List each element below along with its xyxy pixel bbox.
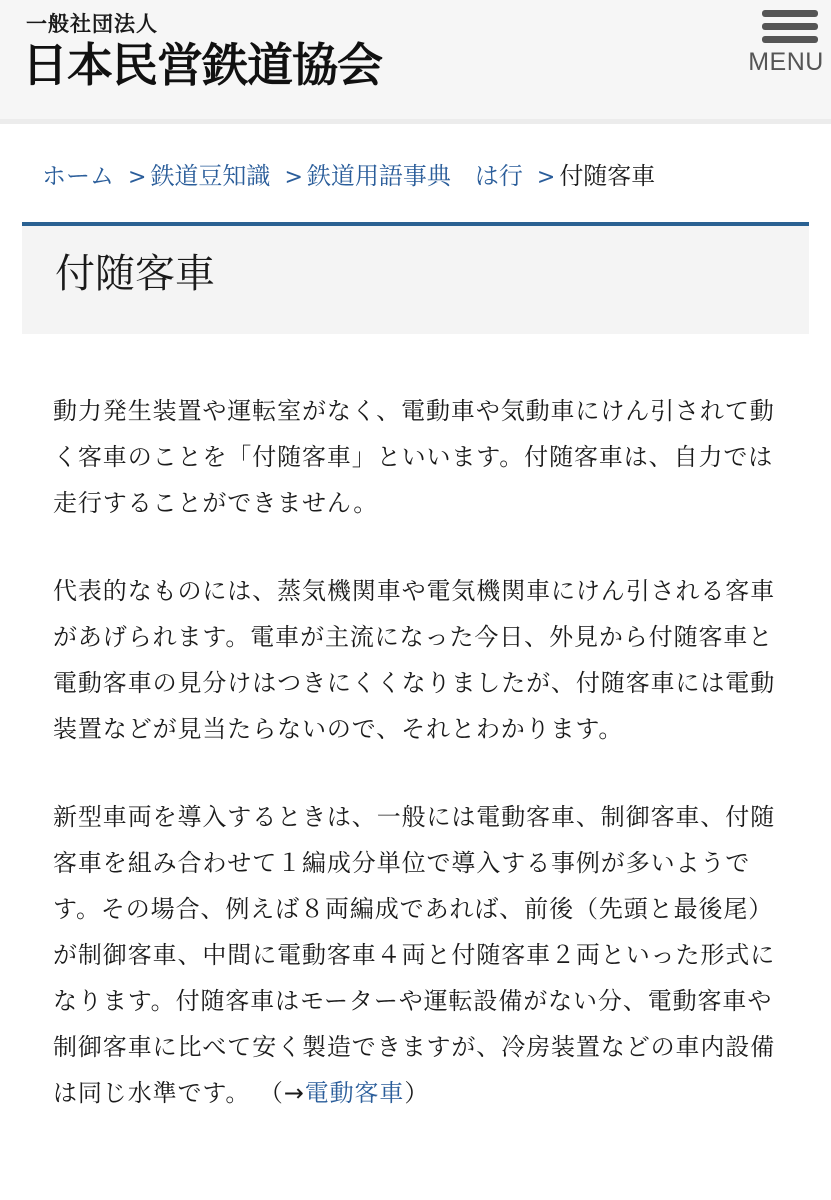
- breadcrumb-home-link[interactable]: ホーム: [42, 162, 114, 190]
- chevron-right-icon: >: [128, 165, 147, 190]
- hamburger-icon: [762, 10, 808, 44]
- page-title: 付随客車: [55, 251, 215, 297]
- article-body: [53, 388, 783, 1158]
- ref-open: （→: [258, 1079, 305, 1107]
- paragraph-1: 動力発生装置や運転室がなく、電動車や気動車にけん引されて動く客車のことを「付随客車」といいます。付随客車は、自力では走行することができません。: [53, 397, 775, 517]
- menu-button[interactable]: [735, 6, 831, 86]
- menu-label: MENU: [748, 48, 824, 76]
- breadcrumb: [42, 158, 655, 196]
- breadcrumb-current: 付随客車: [559, 162, 656, 190]
- org-type-label: 一般社団法人: [26, 12, 158, 36]
- breadcrumb-ha-row-link[interactable]: は行: [474, 162, 523, 190]
- paragraph-3-text: 新型車両を導入するときは、一般には電動客車、制御客車、付随客車を組み合わせて１編成分単位で導入する事例が多いようです。その場合、例えば８両編成であれば、前後（先頭と最後尾）が制御客車、中間に電動客車４両と付随客車２両といった形式になります。付随客車はモーターや運転設備がない分、電動客車や制御客車に比べて安く製造できますが、冷房装置などの車内設備は同じ水準です。: [53, 803, 776, 1107]
- breadcrumb-trivia-link[interactable]: 鉄道豆知識: [150, 162, 271, 190]
- ref-close: ）: [404, 1079, 430, 1107]
- page-title-box: [22, 222, 809, 334]
- paragraph-3: [53, 794, 783, 1116]
- breadcrumb-glossary-link[interactable]: 鉄道用語事典: [306, 162, 451, 190]
- paragraph-2: 代表的なものには、蒸気機関車や電気機関車にけん引される客車があげられます。電車が主流になった今日、外見から付随客車と電動客車の見分けはつきにくくなりましたが、付随客車には電動装置などが見当たらないので、それとわかります。: [53, 577, 776, 743]
- related-term-link[interactable]: 電動客車: [304, 1079, 405, 1107]
- site-logo[interactable]: 日本民営鉄道協会: [22, 38, 382, 92]
- chevron-right-icon: >: [284, 165, 303, 190]
- site-header: [0, 0, 831, 124]
- chevron-right-icon: >: [536, 165, 556, 190]
